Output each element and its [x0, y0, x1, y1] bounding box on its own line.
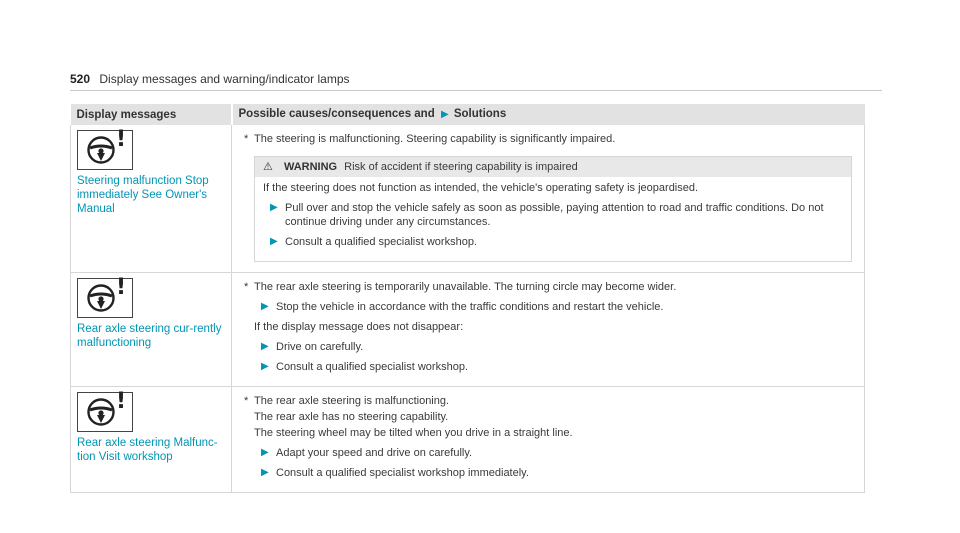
cause-text: * The rear axle steering is malfunctioning.: [244, 395, 450, 407]
cause-text: * The steering is malfunctioning. Steering capability is significantly impaired.: [244, 133, 616, 145]
cause-detail: The rear axle has no steering capability.: [254, 411, 449, 423]
display-message-text: Rear axle steering cur-rently malfunctioning: [77, 323, 222, 349]
warning-box: [254, 156, 852, 262]
solution-arrow-icon: ▶: [261, 361, 269, 372]
solution-arrow-icon: ▶: [270, 236, 278, 247]
warning-body: [255, 177, 851, 261]
warning-label: WARNING: [283, 161, 338, 173]
display-messages-table: [70, 104, 865, 493]
cause-text: * The rear axle steering is temporarily unavailable. The turning circle may become wider.: [244, 281, 677, 293]
page-header: [70, 72, 350, 86]
steering-wheel-icon: [77, 275, 133, 318]
solution-item: ▶ Consult a qualified specialist workshop immediately.: [261, 467, 529, 479]
cause-detail: The steering wheel may be tilted when you drive in a straight line.: [254, 427, 573, 439]
table-row: [71, 273, 865, 387]
warning-text: If the steering does not function as intended, the vehicle's operating safety is jeopardised.: [263, 182, 699, 194]
column-header-display-messages: Display messages: [71, 104, 232, 125]
cause-solution-cell: [232, 125, 865, 273]
cause-solution-cell: [232, 273, 865, 387]
message-cell: [71, 387, 232, 493]
exclamation-mark: !: [116, 389, 127, 414]
message-cell: [71, 273, 232, 387]
warning-title: Risk of accident if steering capability is impaired: [344, 161, 578, 173]
display-message-text: Steering malfunction Stop immediately See Owner's Manual: [77, 175, 209, 215]
cause-solution-cell: [232, 387, 865, 493]
solution-arrow-icon: ▶: [261, 467, 269, 478]
solution-arrow-icon: ▶: [261, 447, 269, 458]
solution-item: ▶ Stop the vehicle in accordance with the traffic conditions and restart the vehicle.: [261, 301, 664, 313]
solution-item: ▶ Adapt your speed and drive on carefully.: [261, 447, 473, 459]
table-row: [71, 125, 865, 273]
solution-item: ▶ Pull over and stop the vehicle safely as soon as possible, paying attention to road and traffic conditions. Do not continue driving under any circumstances.: [270, 202, 824, 228]
column-header-causes-solutions: [232, 104, 865, 125]
table-header-row: [71, 104, 865, 125]
page-title: Display messages and warning/indicator lamps: [99, 72, 350, 86]
solution-arrow-icon: ▶: [261, 301, 269, 312]
solution-item: ▶ Consult a qualified specialist workshop.: [261, 361, 468, 373]
steering-wheel-icon: [77, 389, 133, 432]
table-row: [71, 387, 865, 493]
exclamation-mark: !: [116, 275, 127, 300]
message-cell: [71, 125, 232, 273]
page-number: 520: [70, 72, 91, 86]
column-header-solutions: Solutions: [453, 108, 507, 120]
solution-arrow-icon: ▶: [270, 202, 278, 213]
display-message-text: Rear axle steering Malfunc-tion Visit workshop: [77, 437, 218, 463]
note-text: If the display message does not disappear:: [254, 321, 464, 333]
solution-arrow-icon: ▶: [440, 109, 449, 120]
column-header-causes: Possible causes/consequences and: [238, 108, 435, 120]
solution-arrow-icon: ▶: [261, 341, 269, 352]
header-divider: [70, 90, 882, 91]
warning-header: [255, 157, 851, 177]
solution-item: ▶ Consult a qualified specialist workshop.: [270, 236, 477, 248]
exclamation-mark: !: [116, 127, 127, 152]
warning-triangle-icon: ⚠: [263, 161, 273, 173]
solution-item: ▶ Drive on carefully.: [261, 341, 364, 353]
steering-wheel-icon: [77, 127, 133, 170]
